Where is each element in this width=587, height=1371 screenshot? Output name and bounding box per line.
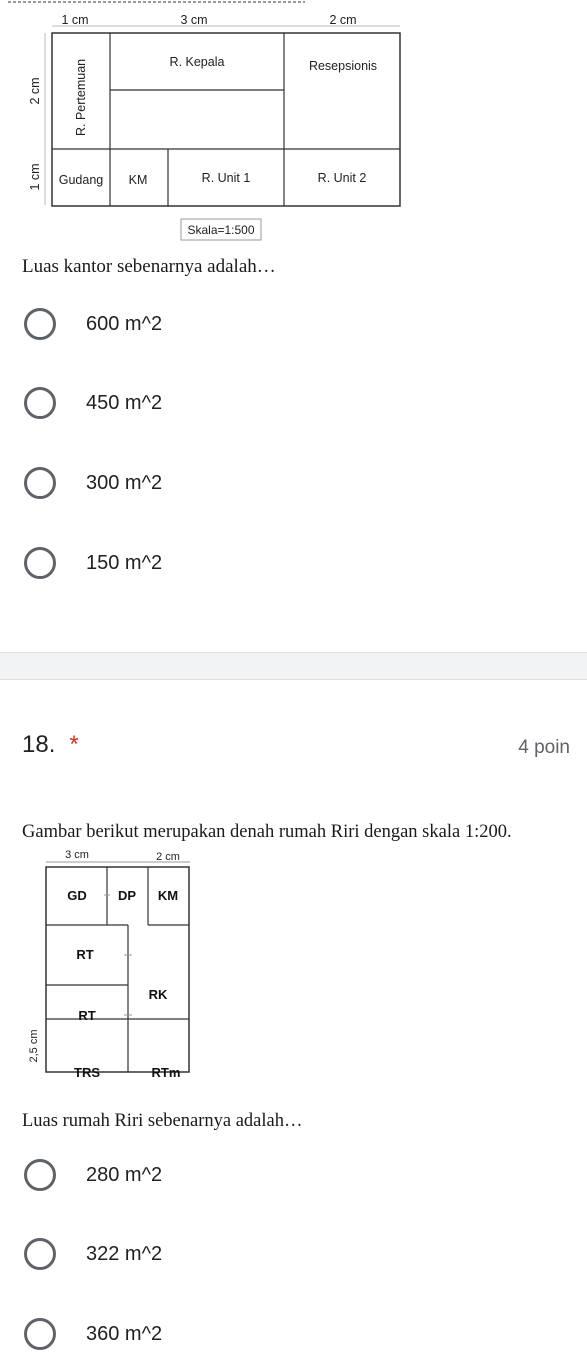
dimension-top-3: 2 cm [329,13,357,27]
room-rk: RK [148,987,168,1002]
dimension-top-2: 3 cm [180,13,208,27]
radio-button[interactable] [24,547,56,579]
option-label: 450 m^2 [86,391,163,414]
radio-button[interactable] [24,308,56,340]
question-18-intro: Gambar berikut merupakan denah rumah Riri dengan skala 1:200. [22,822,512,842]
room-unit-1: R. Unit 1 [201,171,251,185]
room-kepala: R. Kepala [169,55,225,69]
house-floor-plan-drawing [0,843,220,1103]
dimension-top-2: 2 cm [156,851,180,863]
dimension-left-2: 1 cm [28,163,42,191]
radio-button[interactable] [24,467,56,499]
room-unit-2: R. Unit 2 [317,171,367,185]
option-label: 322 m^2 [86,1242,163,1265]
question-points: 4 poin [518,737,570,758]
question-17-text: Luas kantor sebenarnya adalah… [22,256,276,277]
room-rtm: RTm [151,1065,181,1080]
office-floor-plan [0,0,420,245]
radio-button[interactable] [24,1159,56,1191]
q18-option-3[interactable] [24,1314,162,1354]
house-floor-plan [0,843,220,1103]
room-rt-2: RT [78,1008,96,1023]
room-km: KM [128,173,148,187]
room-km: KM [157,888,179,903]
option-label: 600 m^2 [86,312,163,335]
room-gd: GD [67,888,87,903]
q17-option-2[interactable] [24,383,162,423]
office-floor-plan-drawing [0,0,420,245]
room-dp: DP [117,888,137,903]
q17-option-4[interactable] [24,543,162,583]
room-pertemuan: R. Pertemuan [74,58,88,136]
option-label: 300 m^2 [86,471,163,494]
dimension-left: 2,5 cm [28,1029,40,1063]
radio-button[interactable] [24,1318,56,1350]
required-mark: * [69,731,79,758]
question-number: 18. [22,731,56,758]
dimension-top-1: 1 cm [61,13,89,27]
option-label: 280 m^2 [86,1163,163,1186]
question-18-header [22,731,79,759]
room-rt-1: RT [76,947,94,962]
question-18-text: Luas rumah Riri sebenarnya adalah… [22,1111,303,1131]
radio-button[interactable] [24,387,56,419]
scale-label: Skala=1:500 [187,223,255,237]
dimension-top-1: 3 cm [65,849,89,861]
dimension-left-1: 2 cm [28,77,42,105]
q18-option-1[interactable] [24,1155,162,1195]
q18-option-2[interactable] [24,1234,162,1274]
option-label: 360 m^2 [86,1322,163,1345]
room-gudang: Gudang [58,173,104,187]
radio-button[interactable] [24,1238,56,1270]
option-label: 150 m^2 [86,551,163,574]
room-resepsionis: Resepsionis [308,59,378,73]
room-trs: TRS [74,1065,100,1080]
q17-option-1[interactable] [24,304,162,344]
q17-option-3[interactable] [24,463,162,503]
section-divider [0,652,587,680]
